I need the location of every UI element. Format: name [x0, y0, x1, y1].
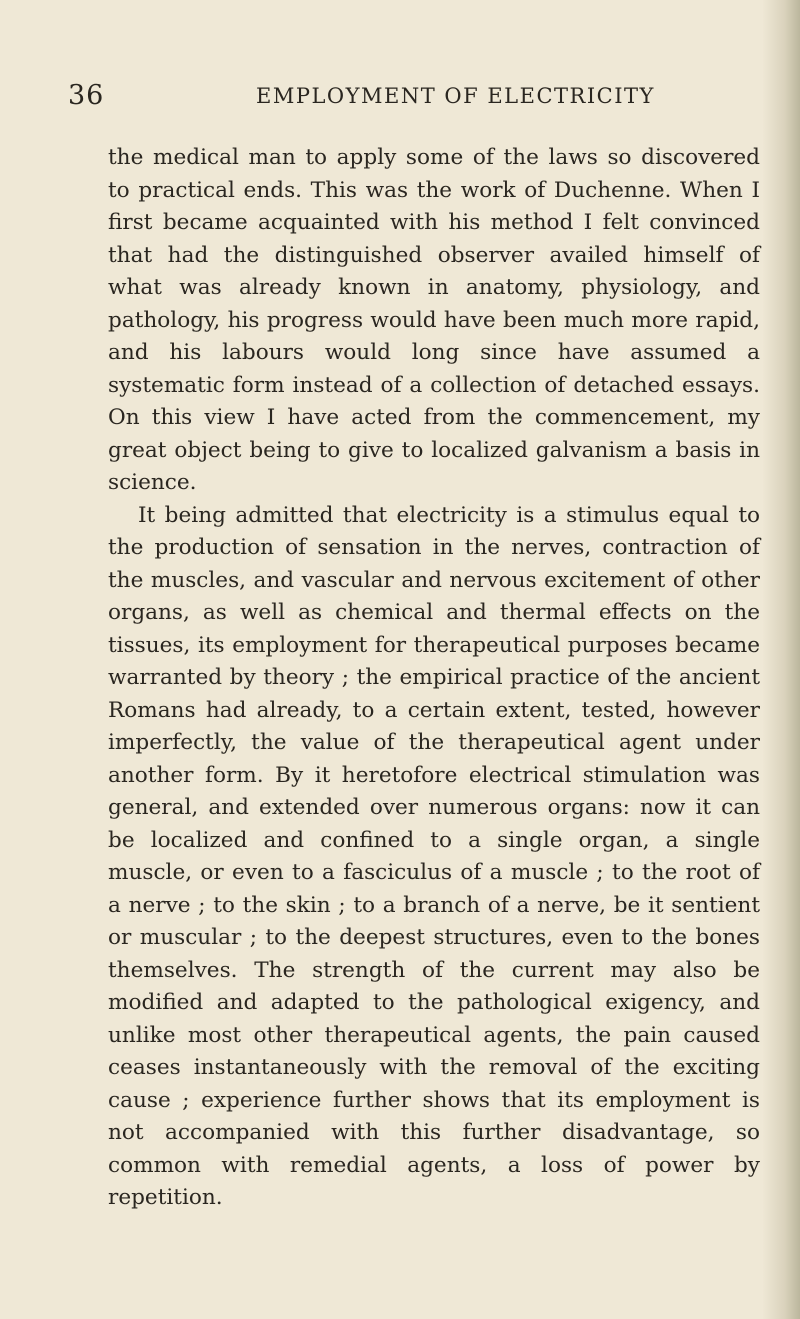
running-head: EMPLOYMENT OF ELECTRICITY	[256, 84, 655, 108]
body-text	[108, 142, 760, 1215]
paragraph: the medical man to apply some of the laws so discovered to practical ends. This was the work of Duchenne. When I first became acquainted with his method I felt convinced that had the distinguished observer availed himself of what was already known in anatomy, physiology, and pathology, his progress would have been much more rapid, and his labours would long since have assumed a systematic form instead of a collection of detached essays. On this view I have acted from the commencement, my great object being to give to localized galvanism a basis in science.	[108, 145, 760, 495]
page-edge-shadow	[762, 0, 800, 1319]
paragraph: It being admitted that electricity is a stimulus equal to the production of sensation in the nerves, contraction of the muscles, and vascular and nervous excitement of other organs, as well as chemical and thermal effects on the tissues, its employment for therapeutical purposes became warranted by theory ; the empirical practice of the ancient Romans had already, to a certain extent, tested, however imperfectly, the value of the therapeutical agent under another form. By it heretofore electrical stimulation was general, and extended over numerous organs: now it can be localized and confined to a single organ, a single muscle, or even to a fasciculus of a muscle ; to the root of a nerve ; to the skin ; to a branch of a nerve, be it sentient or muscular ; to the deepest structures, even to the bones themselves. The strength of the current may also be modified and adapted to the pathological exigency, and unlike most other therapeutical agents, the pain caused ceases instantaneously with the removal of the exciting cause ; experience further shows that its employment is not accompanied with this further disadvantage, so common with remedial agents, a loss of power by repetition.	[108, 502, 760, 1210]
page-number: 36	[68, 80, 105, 111]
page-header	[68, 80, 768, 116]
